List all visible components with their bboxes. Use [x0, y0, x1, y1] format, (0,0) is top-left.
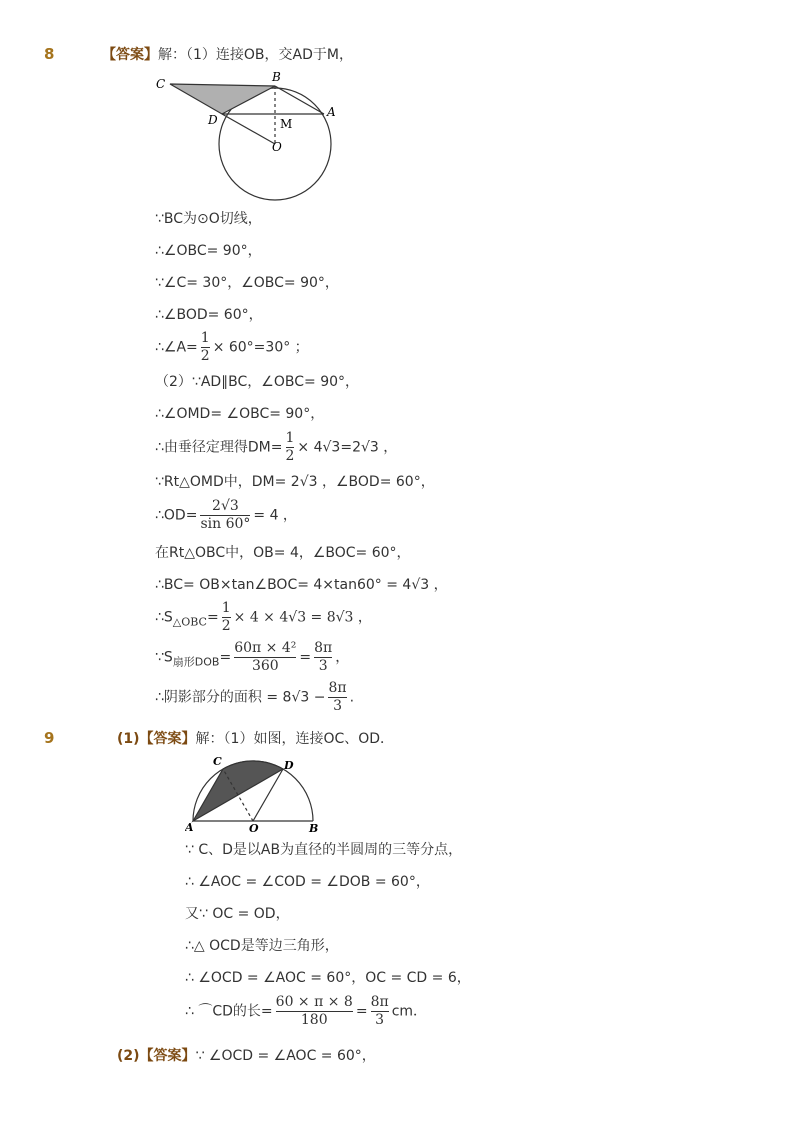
q9-line-3: 又∵ OC = OD， [185, 906, 290, 922]
label-b: B [272, 70, 281, 84]
q8-line-12: ∴BC= OB×tan∠BOC= 4×tan60° = 4√3 ， [155, 577, 448, 593]
question-number-9: 9 [44, 729, 55, 747]
label-d: D [208, 113, 218, 127]
q8-line-10: ∴OD= $\frac{2√3}{\sin 60^\circ}$ = 4 ， [155, 498, 297, 532]
q9-semicircle-figure [185, 755, 325, 837]
q8-intro: 解：（1）连接OB，交AD于M， [158, 47, 353, 63]
q8-line-5: ∴∠A= $\frac{1}{2}$ × 60°=30° ； [155, 330, 309, 364]
label-m: M [280, 117, 293, 131]
q9-part2-text: ∵ ∠OCD = ∠AOC = 60°， [195, 1048, 376, 1064]
q9-line-6: ∴ ⌒CD的长= $\frac{60 \times \pi \times 8}{180}$ = $\frac{8\pi}{3}$ cm． [185, 994, 428, 1028]
question-number-8: 8 [44, 45, 55, 63]
q9-line-1: ∵ C、D是以AB为直径的半圆周的三等分点， [185, 842, 463, 858]
q8-line-11: 在Rt△OBC中，OB= 4，∠BOC= 60°， [155, 545, 411, 561]
q8-line-13: $\therefore S_{\triangle OBC}=$ $\frac{1}{2}$ × 4 × 4√3 = 8√3 ， [155, 600, 372, 634]
answer-tag: 【答案】 [102, 47, 158, 63]
label-a: A [185, 821, 194, 834]
q8-line-3: ∵∠C= 30°，∠OBC= 90°， [155, 275, 339, 291]
q8-line-1: ∵BC为⊙O切线， [155, 211, 262, 227]
answer-tag-part1: (1)【答案】 [117, 731, 196, 747]
answer-tag-part2: (2)【答案】 [117, 1048, 196, 1064]
q9-header [117, 729, 394, 749]
q8-line-15: ∴阴影部分的面积 = 8√3 − $\frac{8\pi}{3}$ . [155, 680, 355, 714]
q9-line-5: ∴ ∠OCD = ∠AOC = 60°，OC = CD = 6， [185, 970, 471, 986]
q8-header [102, 45, 353, 65]
q8-line-6: （2）∵AD∥BC，∠OBC= 90°， [155, 374, 360, 390]
q9-intro: 解：（1）如图，连接OC、OD． [195, 731, 395, 747]
label-a: A [327, 105, 336, 119]
q9-line-4: ∴△ OCD是等边三角形， [185, 938, 339, 954]
q8-line-8: ∴由垂径定理得DM= $\frac{1}{2}$ × 4√3=2√3 ， [155, 430, 398, 464]
q8-line-7: ∴∠OMD= ∠OBC= 90°， [155, 406, 325, 422]
label-o: O [249, 822, 259, 835]
label-o: O [272, 140, 282, 154]
q8-line-4: ∴∠BOD= 60°， [155, 307, 263, 323]
q8-line-9: ∵Rt△OMD中，DM= 2√3 ，∠BOD= 60°， [155, 474, 435, 490]
label-c: C [213, 755, 222, 768]
q8-line-14: $\because S_{扇形DOB}=$ $\frac{\text{60π × 4²}}{360}$ = $\frac{8\pi}{3}$ ， [155, 640, 350, 674]
label-d: D [284, 759, 294, 772]
q8-line-2: ∴∠OBC= 90°， [155, 243, 262, 259]
q8-circle-figure [150, 68, 350, 203]
label-c: C [156, 77, 166, 91]
q9-line-2: ∴ ∠AOC = ∠COD = ∠DOB = 60°， [185, 874, 430, 890]
q9-part2 [117, 1046, 376, 1066]
label-b: B [309, 822, 319, 835]
